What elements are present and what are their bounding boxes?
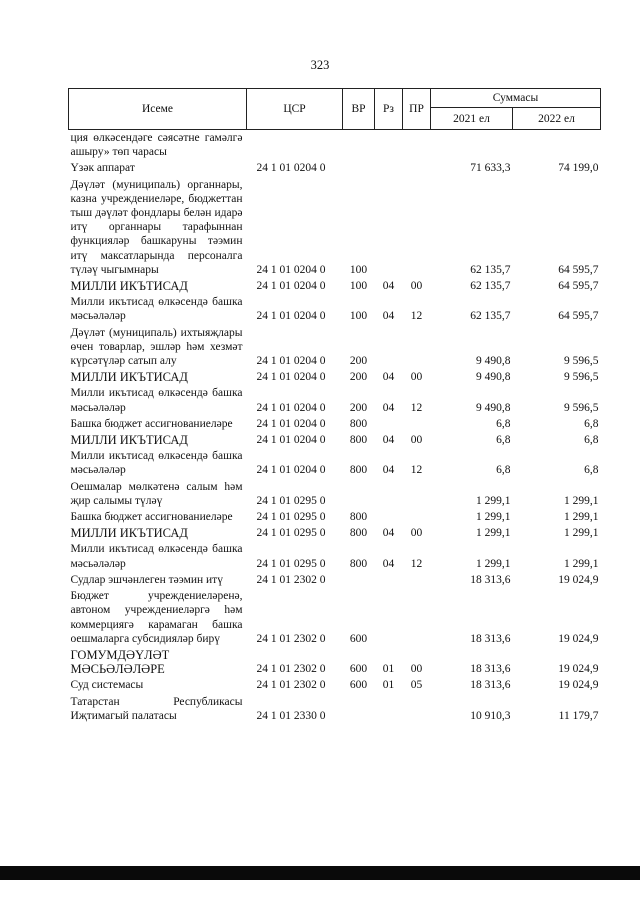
row-rz: 04 (382, 557, 395, 570)
row-csr: 24 1 01 0204 0 (256, 162, 326, 175)
header-sums: Суммасы (431, 89, 601, 108)
row-sum-2022: 64 595,7 (558, 310, 599, 323)
row-sum-2021: 62 135,7 (470, 280, 511, 293)
row-pr (403, 479, 431, 509)
row-sum-2021: 1 299,1 (476, 494, 511, 507)
row-sum-2022: 19 024,9 (558, 573, 599, 586)
row-sum-2021: 62 135,7 (470, 310, 511, 323)
row-name: Башка бюджет ассигнованиеләре (70, 511, 233, 524)
row-sum-2022: 6,8 (584, 434, 599, 447)
row-sum-2021: 6,8 (496, 417, 511, 430)
budget-table (68, 88, 601, 724)
row-name: Татарстан Республикасы Иҗтимагый палатасы (70, 695, 243, 722)
row-vr: 600 (349, 632, 368, 645)
table-row (69, 572, 601, 588)
row-sum-2022: 19 024,9 (558, 632, 599, 645)
header-year-2021: 2021 ел (431, 108, 513, 130)
row-csr: 24 1 01 0204 0 (256, 310, 326, 323)
row-sum-2021: 71 633,3 (470, 162, 511, 175)
header-pr: ПР (403, 89, 431, 130)
row-sum-2022: 9 596,5 (564, 401, 599, 414)
row-sum-2022: 19 024,9 (558, 663, 599, 676)
row-sum-2021: 62 135,7 (470, 263, 511, 276)
row-sum-2021: 18 313,6 (470, 679, 511, 692)
table-row (69, 432, 601, 448)
row-vr: 800 (349, 527, 368, 540)
table-row (69, 588, 601, 647)
row-vr: 100 (349, 310, 368, 323)
row-sum-2022: 9 596,5 (564, 355, 599, 368)
row-rz: 04 (382, 280, 395, 293)
row-sum-2021: 9 490,8 (476, 401, 511, 414)
row-pr (403, 694, 431, 724)
row-sum-2021: 9 490,8 (476, 371, 511, 384)
row-rz (375, 416, 403, 432)
row-pr: 12 (410, 464, 423, 477)
row-rz: 01 (382, 679, 395, 692)
table-row (69, 385, 601, 415)
row-pr: 12 (410, 401, 423, 414)
row-sum-2022 (513, 130, 601, 161)
row-rz (375, 572, 403, 588)
row-name: Үзәк аппарат (70, 162, 135, 175)
row-pr (403, 160, 431, 176)
row-vr: 800 (349, 417, 368, 430)
row-sum-2021: 1 299,1 (476, 527, 511, 540)
table-row (69, 448, 601, 478)
table-row (69, 647, 601, 677)
row-pr (403, 572, 431, 588)
row-sum-2021: 18 313,6 (470, 663, 511, 676)
row-vr: 800 (349, 434, 368, 447)
row-sum-2022: 11 179,7 (558, 709, 599, 722)
row-pr: 00 (410, 434, 423, 447)
header-vr: ВР (343, 89, 375, 130)
table-row (69, 130, 601, 161)
row-pr: 00 (410, 527, 423, 540)
row-rz (375, 130, 403, 161)
row-sum-2022: 9 596,5 (564, 371, 599, 384)
row-rz (375, 160, 403, 176)
row-sum-2022: 64 595,7 (558, 263, 599, 276)
header-year-2022: 2022 ел (513, 108, 601, 130)
row-rz: 04 (382, 371, 395, 384)
row-csr (247, 130, 343, 161)
row-name: Дәүләт (муниципаль) органнары, казна учреждениеләре, бюджеттан тыш дәүләт фондлары белән идарә итү органнары тарафыннан функцияләр башкаруны тәэмин итү максатларында персоналга түләү чыгымнары (70, 178, 243, 276)
row-sum-2021: 1 299,1 (476, 557, 511, 570)
row-sum-2021: 18 313,6 (470, 573, 511, 586)
table-row (69, 278, 601, 294)
row-pr: 00 (410, 663, 423, 676)
row-sum-2022: 1 299,1 (564, 557, 599, 570)
row-csr: 24 1 01 2302 0 (256, 679, 326, 692)
row-name: ция өлкәсендәге сәясәтне гамәлгә ашыру» төп чарасы (70, 132, 243, 159)
row-vr: 100 (349, 280, 368, 293)
row-vr: 600 (349, 679, 368, 692)
row-pr: 12 (410, 557, 423, 570)
row-vr: 600 (349, 663, 368, 676)
row-sum-2022: 1 299,1 (564, 511, 599, 524)
row-pr (403, 509, 431, 525)
row-pr: 00 (410, 371, 423, 384)
page-number: 323 (310, 58, 330, 72)
row-rz: 04 (382, 310, 395, 323)
row-vr (343, 572, 375, 588)
row-vr (343, 160, 375, 176)
row-pr (403, 130, 431, 161)
row-name: Бюджет учреждениеләренә, автоном учреждениеләргә һәм коммерциягә карамаган башка оешмаларга субсидияләр бирү (70, 590, 243, 645)
table-row (69, 177, 601, 278)
row-pr (403, 177, 431, 278)
row-name: Милли икътисад өлкәсендә башка мәсьәләләр (70, 450, 243, 477)
row-rz: 04 (382, 401, 395, 414)
row-name: Суд системасы (70, 679, 144, 692)
row-vr (343, 130, 375, 161)
row-csr: 24 1 01 2302 0 (256, 573, 326, 586)
row-rz (375, 177, 403, 278)
row-vr (343, 694, 375, 724)
table-row (69, 694, 601, 724)
row-sum-2022: 1 299,1 (564, 527, 599, 540)
row-csr: 24 1 01 0204 0 (256, 417, 326, 430)
row-sum-2022: 64 595,7 (558, 280, 599, 293)
row-name: Милли икътисад өлкәсендә башка мәсьәләләр (70, 543, 243, 570)
row-rz (375, 694, 403, 724)
row-pr: 00 (410, 280, 423, 293)
table-row (69, 541, 601, 571)
row-rz: 04 (382, 464, 395, 477)
row-name: Дәүләт (муниципаль) ихтыяҗлары өчен товарлар, эшләр һәм хезмәт күрсәтүләр сатып алу (70, 326, 243, 368)
table-header (69, 89, 601, 130)
row-csr: 24 1 01 0204 0 (256, 401, 326, 414)
row-sum-2022: 74 199,0 (558, 162, 599, 175)
row-pr (403, 325, 431, 370)
row-csr: 24 1 01 0204 0 (256, 355, 326, 368)
row-pr: 05 (410, 679, 423, 692)
row-rz: 01 (382, 663, 395, 676)
row-csr: 24 1 01 2330 0 (256, 709, 326, 722)
row-name: ГОМУМДӘҮЛӘТ МӘСЬӘЛӘЛӘРЕ (70, 647, 170, 677)
row-rz: 04 (382, 527, 395, 540)
row-csr: 24 1 01 0204 0 (256, 371, 326, 384)
row-name: Оешмалар мөлкәтенә салым һәм җир салымы түләү (70, 480, 243, 507)
row-csr: 24 1 01 2302 0 (256, 632, 326, 645)
table-row (69, 479, 601, 509)
header-name: Исеме (69, 89, 247, 130)
row-csr: 24 1 01 0204 0 (256, 464, 326, 477)
row-vr: 100 (349, 263, 368, 276)
row-sum-2021: 6,8 (496, 434, 511, 447)
row-csr: 24 1 01 2302 0 (256, 663, 326, 676)
row-sum-2022: 19 024,9 (558, 679, 599, 692)
row-rz (375, 325, 403, 370)
row-sum-2022: 6,8 (584, 417, 599, 430)
row-sum-2021: 10 910,3 (470, 709, 511, 722)
row-name: Милли икътисад өлкәсендә башка мәсьәләләр (70, 387, 243, 414)
row-rz (375, 509, 403, 525)
table-row (69, 525, 601, 541)
row-name: Судлар эшчәнлеген тәэмин итү (70, 573, 223, 586)
row-vr: 200 (349, 371, 368, 384)
row-csr: 24 1 01 0295 0 (256, 557, 326, 570)
row-rz (375, 588, 403, 647)
row-rz: 04 (382, 434, 395, 447)
table-row (69, 677, 601, 693)
row-vr: 800 (349, 557, 368, 570)
row-name: МИЛЛИ ИКЪТИСАД (70, 370, 188, 385)
row-sum-2021 (431, 130, 513, 161)
row-vr (343, 479, 375, 509)
scan-bottom-edge (0, 866, 640, 880)
row-sum-2022: 1 299,1 (564, 494, 599, 507)
table-row (69, 416, 601, 432)
row-csr: 24 1 01 0295 0 (256, 494, 326, 507)
row-name: Милли икътисад өлкәсендә башка мәсьәләләр (70, 296, 243, 323)
row-sum-2021: 9 490,8 (476, 355, 511, 368)
row-vr: 800 (349, 464, 368, 477)
table-row (69, 160, 601, 176)
row-pr (403, 416, 431, 432)
row-sum-2021: 18 313,6 (470, 632, 511, 645)
row-pr (403, 588, 431, 647)
table-row (69, 325, 601, 370)
row-name: МИЛЛИ ИКЪТИСАД (70, 279, 188, 294)
header-csr: ЦСР (247, 89, 343, 130)
row-sum-2021: 6,8 (496, 464, 511, 477)
row-csr: 24 1 01 0204 0 (256, 280, 326, 293)
table-row (69, 294, 601, 324)
row-sum-2021: 1 299,1 (476, 511, 511, 524)
row-vr: 200 (349, 355, 368, 368)
table-row (69, 509, 601, 525)
row-name: Башка бюджет ассигнованиеләре (70, 417, 233, 430)
row-sum-2022: 6,8 (584, 464, 599, 477)
row-name: МИЛЛИ ИКЪТИСАД (70, 526, 188, 541)
row-csr: 24 1 01 0204 0 (256, 434, 326, 447)
row-csr: 24 1 01 0295 0 (256, 527, 326, 540)
row-csr: 24 1 01 0295 0 (256, 511, 326, 524)
row-csr: 24 1 01 0204 0 (256, 263, 326, 276)
header-rz: Рз (375, 89, 403, 130)
row-name: МИЛЛИ ИКЪТИСАД (70, 433, 188, 448)
row-pr: 12 (410, 310, 423, 323)
table-row (69, 369, 601, 385)
table-body (69, 130, 601, 724)
row-vr: 800 (349, 511, 368, 524)
row-rz (375, 479, 403, 509)
row-vr: 200 (349, 401, 368, 414)
